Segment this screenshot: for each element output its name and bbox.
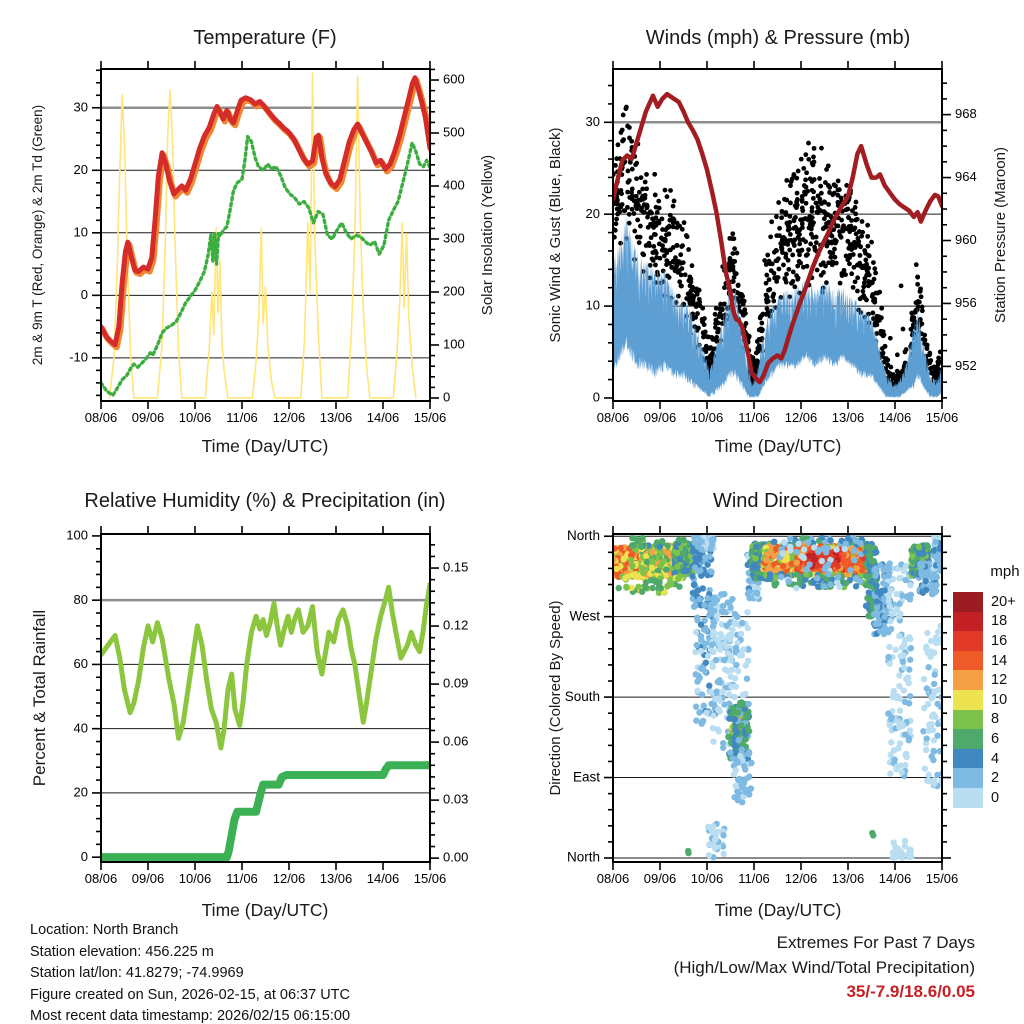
panel-title-wind-direction: Wind Direction	[712, 490, 844, 512]
panel-title-temperature: Temperature (F)	[193, 27, 337, 49]
panel-title-humidity-precip: Relative Humidity (%) & Precipitation (in)	[84, 490, 446, 512]
x-axis-label-temperature: Time (Day/UTC)	[201, 436, 329, 456]
colorbar-swatch	[953, 710, 983, 730]
colorbar-swatch	[953, 670, 983, 690]
colorbar-label: 10	[991, 691, 1008, 708]
colorbar-swatch	[953, 612, 983, 632]
y-axis-label-temperature-left: 2m & 9m T (Red, Orange) & 2m Td (Green)	[30, 104, 45, 366]
y-axis-label-pressure-right: Station Pressure (Maroon)	[992, 147, 1009, 323]
station-location: Location: North Branch	[30, 922, 179, 938]
colorbar-label: 0	[991, 789, 1000, 806]
panel-title-winds-pressure: Winds (mph) & Pressure (mb)	[645, 27, 911, 49]
colorbar-label: 12	[991, 672, 1008, 689]
station-elevation: Station elevation: 456.225 m	[30, 943, 214, 960]
colorbar-label: 18	[991, 613, 1008, 630]
colorbar-swatch	[953, 651, 983, 671]
x-axis-label-winds: Time (Day/UTC)	[714, 436, 842, 456]
colorbar-swatch	[953, 749, 983, 769]
figure-created-timestamp: Figure created on Sun, 2026-02-15, at 06:37 UTC	[30, 986, 350, 1003]
colorbar-label: 20+	[991, 593, 1016, 610]
y-axis-label-solar-right: Solar Insolation (Yellow)	[479, 154, 496, 316]
x-axis-label-direction: Time (Day/UTC)	[714, 900, 842, 920]
station-info-footer	[30, 920, 350, 1024]
colorbar-label: 14	[991, 652, 1008, 669]
x-axis-label-humidity: Time (Day/UTC)	[201, 900, 329, 920]
colorbar-label: 6	[991, 731, 1000, 747]
extremes-values: 35/-7.9/18.6/0.05	[846, 982, 975, 1001]
station-latlon: Station lat/lon: 41.8279; -74.9969	[30, 965, 244, 981]
extremes-subtitle: (High/Low/Max Wind/Total Precipitation)	[673, 957, 975, 977]
colorbar-label: 8	[991, 711, 1000, 728]
most-recent-data-timestamp: Most recent data timestamp: 2026/02/15 06:15:00	[30, 1008, 351, 1024]
y-axis-label-wind-left: Sonic Wind & Gust (Blue, Black)	[547, 127, 564, 343]
colorbar-swatch	[953, 729, 983, 749]
y-axis-label-humidity-left: Percent & Total Rainfall	[30, 609, 49, 787]
colorbar-swatch	[953, 768, 983, 788]
extremes-title: Extremes For Past 7 Days	[776, 933, 975, 952]
extremes-block	[575, 931, 975, 1005]
y-axis-label-direction-left: Direction (Colored By Speed)	[547, 600, 564, 796]
colorbar-swatch	[953, 592, 983, 612]
colorbar-swatch	[953, 631, 983, 651]
colorbar-label: 16	[991, 633, 1008, 649]
colorbar-label: 2	[991, 770, 1000, 787]
colorbar-unit-label: mph	[990, 563, 1020, 580]
colorbar-swatch	[953, 690, 983, 710]
colorbar-swatch	[953, 788, 983, 808]
colorbar-label: 4	[991, 750, 1000, 767]
